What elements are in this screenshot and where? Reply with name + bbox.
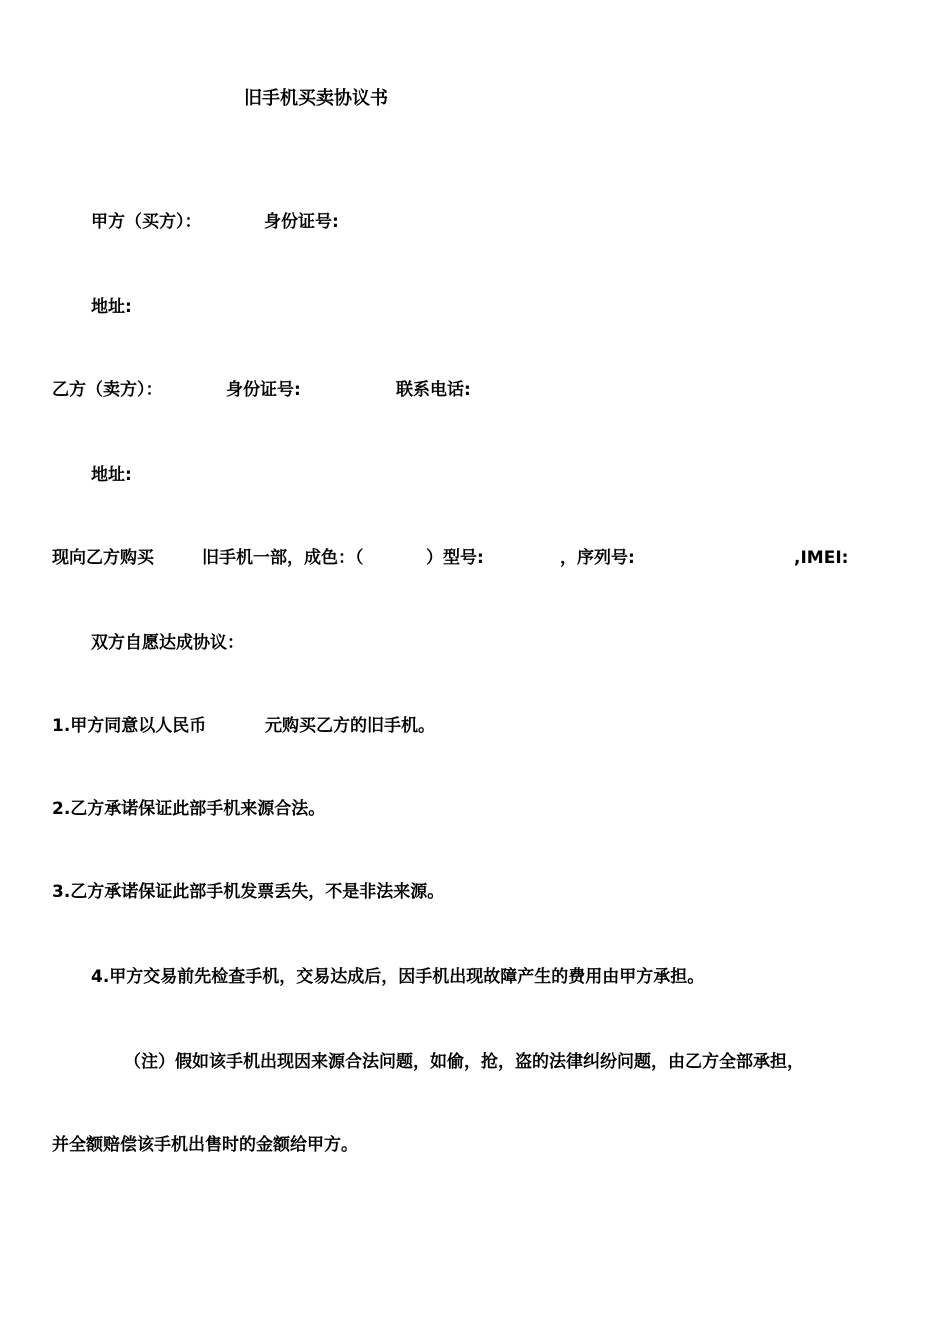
- party-b-label: 乙方（卖方）：: [52, 380, 163, 400]
- clause-1-prefix: 1.甲方同意以人民币: [52, 716, 207, 736]
- party-b-address-label: 地址:: [91, 465, 132, 485]
- note-line-1: （注）假如该手机出现因来源合法问题，如偷，抢，盗的法律纠纷问题，由乙方全部承担，: [124, 1052, 804, 1072]
- clause-1-suffix: 元购买乙方的旧手机。: [265, 716, 435, 736]
- note-line-2: 并全额赔偿该手机出售时的金额给甲方。: [52, 1135, 358, 1155]
- party-a-id-label: 身份证号:: [264, 212, 339, 232]
- page-title: 旧手机买卖协议书: [244, 88, 388, 109]
- purchase-prefix: 现向乙方购买: [52, 548, 154, 568]
- purchase-serial: ，序列号:: [560, 548, 635, 568]
- party-b-phone-label: 联系电话:: [396, 380, 471, 400]
- agreement-intro: 双方自愿达成协议：: [91, 633, 244, 653]
- party-b-id-label: 身份证号:: [226, 380, 301, 400]
- clause-3: 3.乙方承诺保证此部手机发票丢失，不是非法来源。: [52, 882, 445, 902]
- party-a-label: 甲方（买方）：: [91, 212, 202, 232]
- purchase-item: 旧手机一部，成色：（: [202, 548, 364, 568]
- purchase-model: ）型号:: [426, 548, 484, 568]
- clause-2: 2.乙方承诺保证此部手机来源合法。: [52, 799, 326, 819]
- party-a-address-label: 地址:: [91, 297, 132, 317]
- purchase-imei: ,IMEI:: [794, 548, 849, 568]
- clause-4: 4.甲方交易前先检查手机，交易达成后，因手机出现故障产生的费用由甲方承担。: [91, 967, 705, 987]
